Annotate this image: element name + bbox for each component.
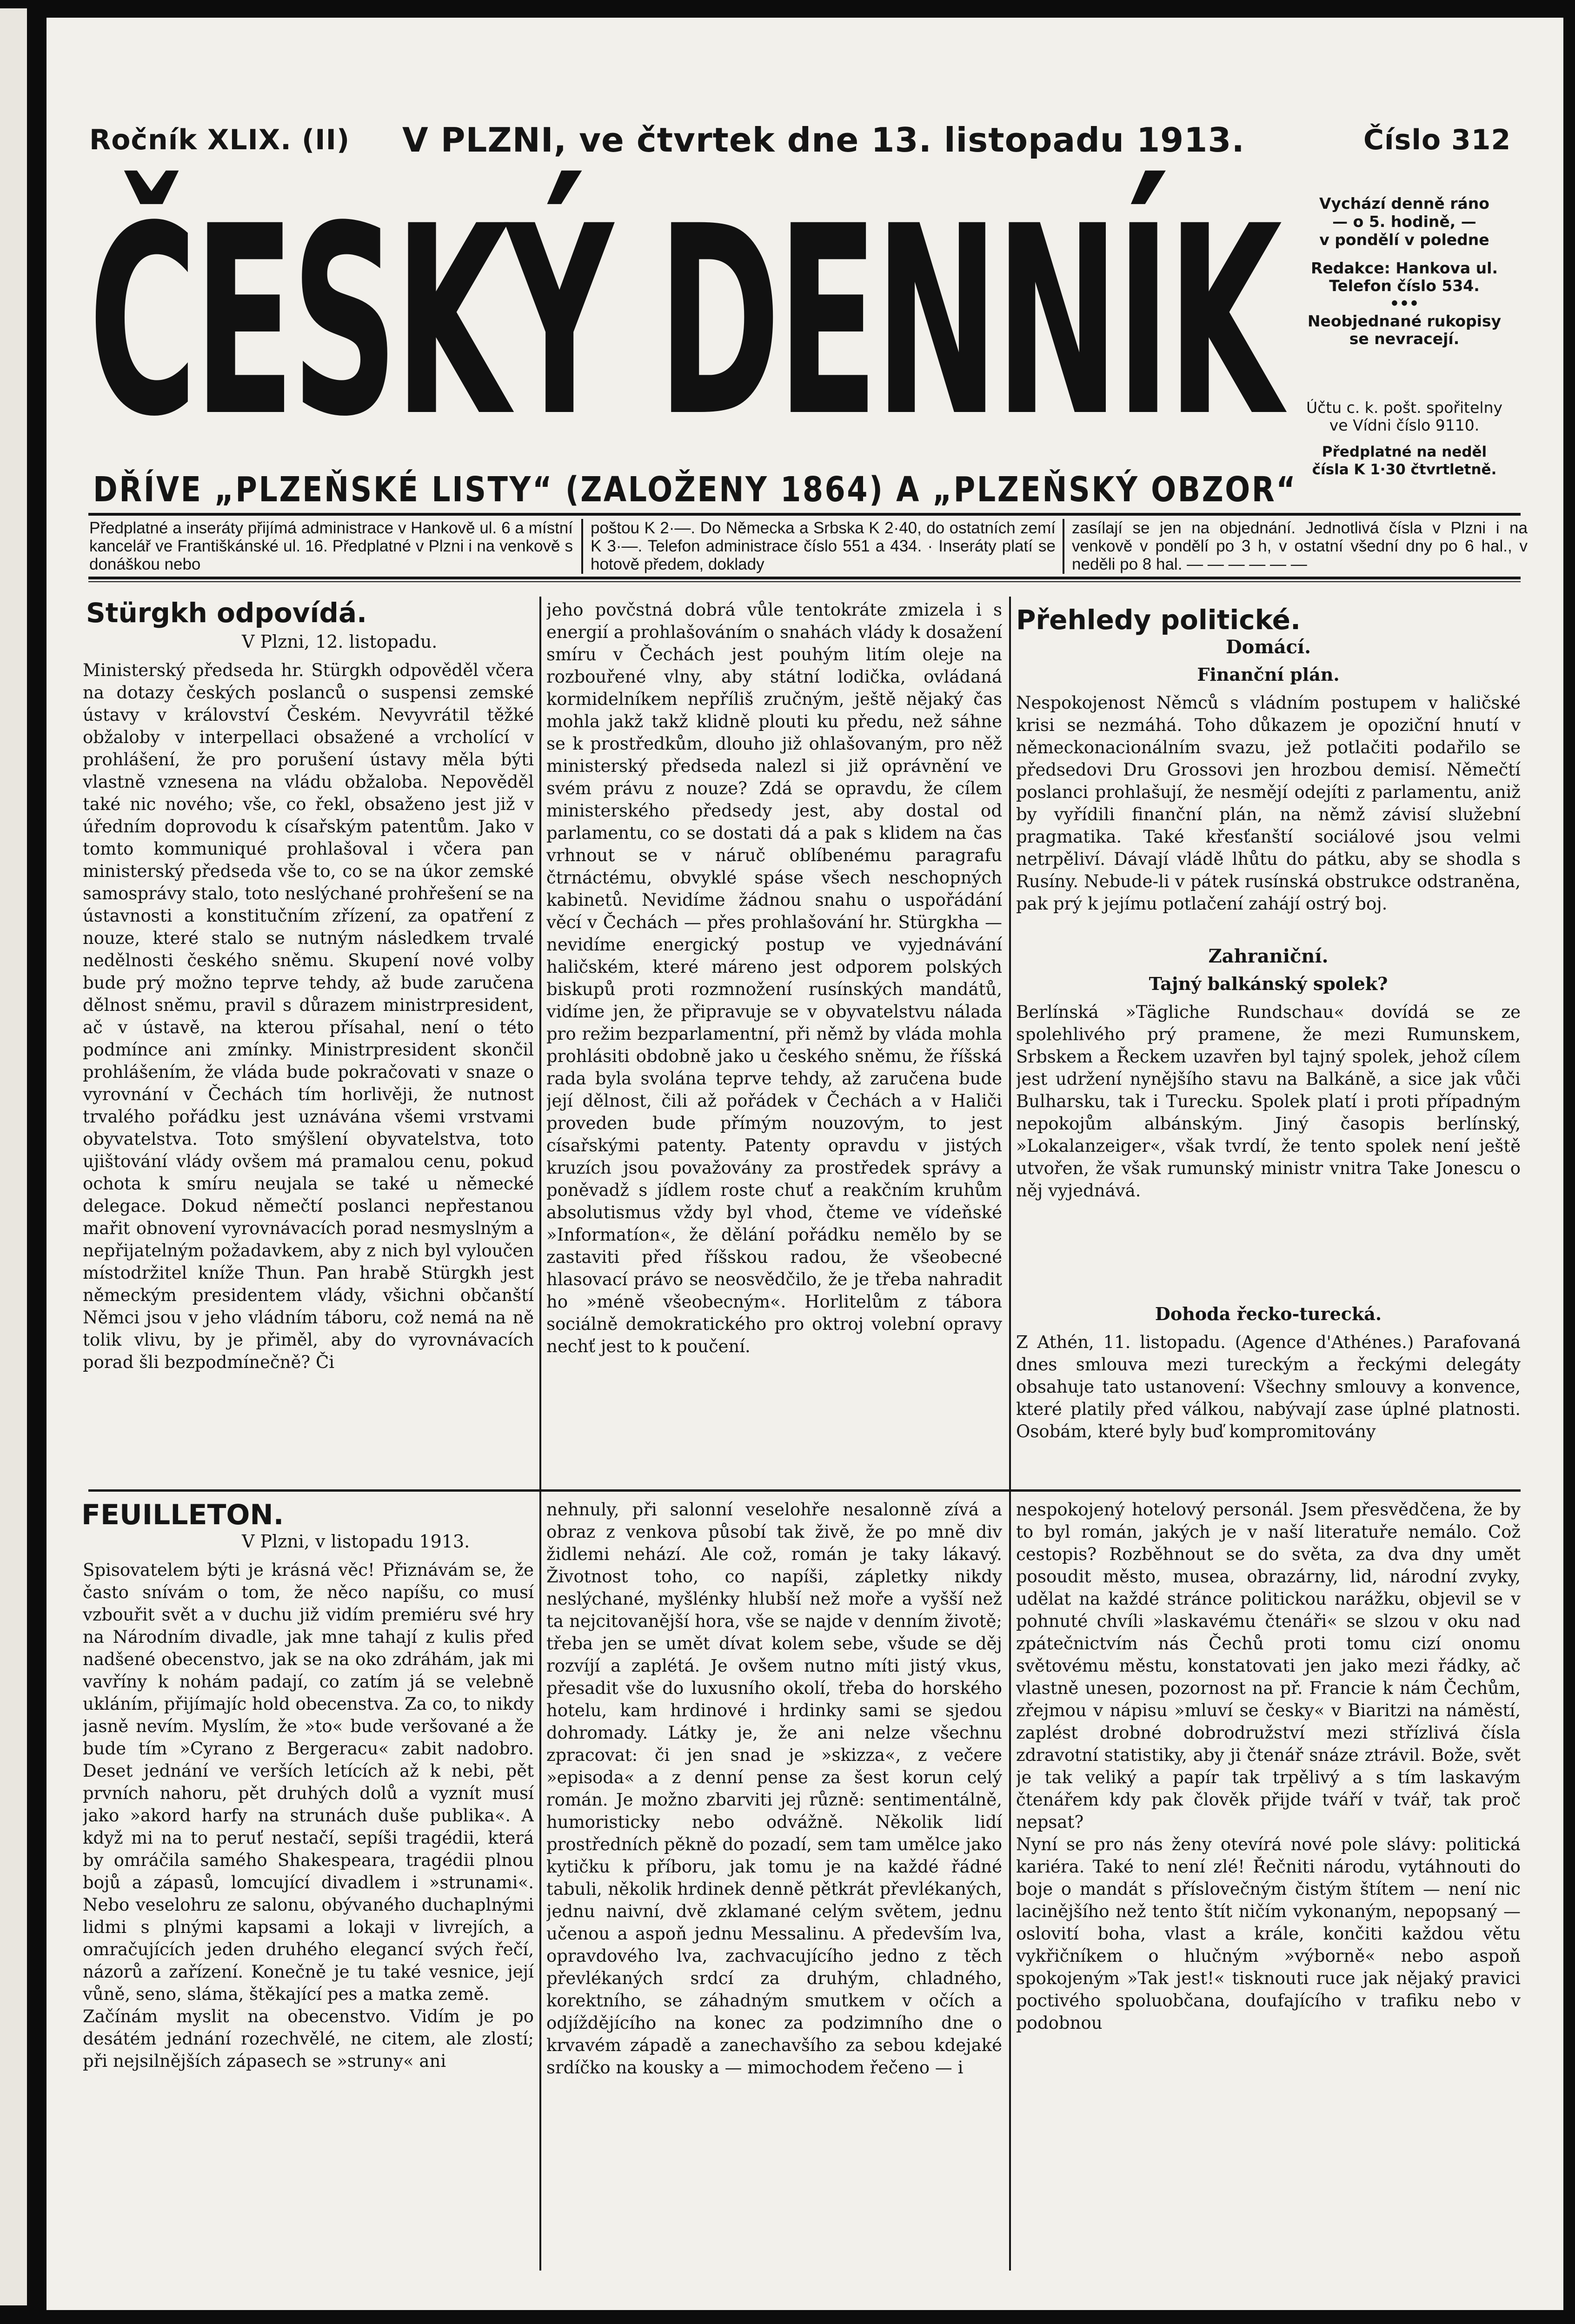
article-heading: Stürgkh odpovídá. [86, 597, 367, 629]
publishing-info: Vychází denně ráno — o 5. hodině, — v pondělí v poledne [1319, 194, 1489, 249]
postal-notice: poštou K 2·—. Do Německa a Srbska K 2·40, do ostatních zemí K 3·—. Telefon administrace číslo 551 a 434. · Inseráty platí se hotově předem, doklady [591, 519, 1056, 573]
article-column-2: jeho povčstná dobrá vůle tentokráte zmizela i s energií a prohlašováním o snahách vlády k dosažení smíru v Čechách jest pouhým litím oleje na rozbouřené vlny, aby státní lodička, ovládaná kormidelníkem nepříliš zručným, ještě nějaký čas mohla jakž takž klidně plouti ku předu, než sáhne se k prostředkům, dlouho již ohlašovaným, pro něž ministerský předseda nalezl si již oprávnění ve svém právu z nouze? Zdá se opravdu, že cílem ministerského předsedy jest, aby dostal od parlamentu, co se dostati dá a pak s klidem na čas vrhnout se v náruč oblíbenému paragrafu čtrnáctému, obvyklé spáse všech neschopných kabinetů. Nevidíme žádnou snahu o uspořádání věcí v Čechách — přes prohlašování hr. Stürgkha — nevidíme energický postup ve vyjednávání haličském, které máreno jest odporem polských biskupů proti rozmnožení rusínských mandátů, vidíme jen, že připravuje se v obyvatelstvu nálada pro režim bezparlamentní, při němž by vláda mohla prohlásiti obdobně jako u českého sněmu, že říšská rada byla svolána teprve tehdy, až zaručena bude její dělnost, čili až pořádek v Čechách a v Haliči proveden bude přímým nouzovým, to jest císařskými patenty. Patenty opravdu v jistých kruzích jsou považovány za prostředek správy a poněvadž s jídlem roste chuť a reakčním kruhům absolutismus vždy byl vhod, čteme ve vídeňské »Informatíon«, že dělání pořádku nemělo by se zastaviti před říšskou radou, že všeobecné hlasovací právo se neosvědčilo, že je třeba nahradit ho »méně všeobecným«. Horlitelům z tábora sociálně demokratického pro oktroj volební opravy nechť jest to k poučení. [546, 600, 1002, 1356]
finance-label: Finanční plán. [1197, 664, 1340, 685]
article-column-1: Ministerský předseda hr. Stürgkh odpověděl včera na dotazy českých poslanců o suspensi zemské ústavy v království Českém. Nevyvrátil těžké obžaloby v interpellaci obsažené a vrcholící v prohlášení, že pro porušení ústavy měla býti vlastně vznesena na vládu obžaloba. Nepověděl také nic nového; vše, co řekl, obsaženo jest již v úředním doprovodu k císařským patentům. Jako v tomto kommuniqué prohlašoval i včera pan ministerský předseda vše to, co se na úkor zemské samosprávy stalo, toto neslýchané prohřešení se na ústavnosti a konstitučním zřízení, za opatření z nouze, které stalo se nutným následkem trvalé nedělnosti českého sněmu. Skupení nové volby bude prý možno teprve tehdy, až bude zaručena dělnost sněmu, pravil s důrazem ministrpresident, ač v ústavě, na kterou přísahal, není o této podmínce ani zmínky. Ministrpresident skončil prohlášením, že vláda bude pokračovati v snaze o vyrovnání v Čechách tím horlivěji, že nutnost trvalého pořádku jest uznávána všemi vrstvami obyvatelstva. Toto smýšlení obyvatelstva, toto ujištování vlády ovšem má pramalou cenu, pokud ochota k smíru neujala se také u německé delegace. Dokud němečtí poslanci nepřestanou mařit obnovení vyrovnávacích porad nesmyslným a nepřijatelným požadavkem, aby z nich byl vyloučen místodržitel kníže Thun. Pan hrabě Stürgkh jest německým presidentem vlády, všichni občanští Němci jsou v jeho vládním táboru, což nemá na ně tolik vlivu, by je přiměl, aby do vyrovnávacích porad šli bezpodmínečně? Či [83, 660, 534, 1372]
greek-label: Dohoda řecko-turecká. [1155, 1303, 1382, 1324]
feuilleton-column-1: Spisovatelem býti je krásná věc! Přiznávám se, že často snívám o tom, že něco napíšu, co musí vzbouřit svět a v duchu již vidím premiéru své hry na Národním divadle, jak mne tahají z kulis před nadšené obecenstvo, jak se na oko zdráhám, jak mi vavříny k nohám padají, co zatím já se velebně ukláním, přijímajíc hold obecenstva. Za co, to nikdy jasně nevím. Myslím, že »to« bude veršované a že bude tím »Cyrano z Bergeracu« zabit nadobro. Deset jednání ve verších letících až k nebi, pět prvních nahoru, pět druhých dolů a vyznít musí jako »akord harfy na strunách duše publika«. A když mi na to peruť nestačí, sepíši tragédii, která by omráčila samého Shakespeara, tragédii plnou bojů a zápasů, lomcující divadlem i »strunami«. Nebo veselohru ze salonu, obývaného duchaplnými lidmi s plnými kapsami a lokaji v livrejích, a omračujících jeden druhého elegancí svých řečí, názorů a zařízení. Konečně je tu také vesnice, její vůně, seno, sláma, štěkající pes a matka země. Začínám myslit na obecenstvo. Vidím je po desátém jednání rozechvělé, ne citem, ale zlostí; při nejsilnějších zápasech se »struny« ani [83, 1560, 534, 2071]
balkan-label: Tajný balkánský spolek? [1149, 973, 1388, 994]
single-copy-notice: zasílají se jen na objednání. Jednotlivá čísla v Plzni i na venkově v pondělí po 3 h, v ostatní všední dny po 6 hal., v neděli po 8 hal. — — — — — — [1072, 519, 1528, 573]
feuilleton-dateline: V Plzni, v listopadu 1913. [242, 1531, 470, 1552]
notice-divider [581, 519, 583, 574]
adjacent-page-edge [0, 8, 27, 2305]
newspaper-subtitle: DŘÍVE „PLZEŇSKÉ LISTY“ (ZALOŽENY 1864) A „PLZEŇSKÝ OBZOR“ [93, 470, 1297, 510]
subscription-notice: Předplatné a inseráty přijímá administrace v Hankově ul. 6 a místní kancelář ve Františkánské ul. 16. Předplatné v Plzni i na venkově s donáškou nebo [89, 519, 573, 573]
newspaper-title: ČESKÝ DENNÍK [88, 171, 1279, 474]
feuilleton-heading: FEUILLETON. [81, 1499, 284, 1531]
finance-text: Nespokojenost Němců s vládním postupem v haličské krisi se nezmáhá. Toho důkazem je opoziční hnutí v německonacionálním svazu, jež potlačiti podařilo se předsedovi Dru Grossovi jen hrozbou demisí. Němečtí poslanci prohlašují, že nesmějí odejíti z parlamentu, aniž by vyřídili finanční plán, na němž závisí služební pragmatika. Také křesťanští sociálové jsou velmi netrpěliví. Dávají vládě lhůtu do pátku, aby se shodla s Rusíny. Nebude-li v pátek rusínská obstrukce odstraněna, pak prý k jejímu potlačení zahájí ostrý boj. [1016, 693, 1521, 914]
politics-heading: Přehledy politické. [1016, 604, 1301, 636]
feuilleton-rule [88, 1489, 1521, 1492]
foreign-label: Zahraniční. [1208, 945, 1329, 967]
feuilleton-column-2: nehnuly, při salonní veselohře nesalonně zívá a obraz z venkova působí tak živě, že po mně div židlemi nehází. Ale což, román je taky lákavý. Životnost toho, co napíši, zápletky nikdy neslýchané, myšlénky hlubší než moře a vyšší než ta nejcitovanější hora, vše se najde v denním životě; třeba jen se umět dívat kolem sebe, všude se děj rozvíjí a zaplétá. Je ovšem nutno míti jistý vkus, přesadit vše do luxusního okolí, třeba do horského hotelu, kam hrdinové i hrdinky sami se sjedou dohromady. Látky je, že ani nelze všechnu zpracovat: či jen snad je »skizza«, z večere »episoda« a z denní pense za šest korun celý román. Je možno zbarviti jej různě: sentimentálně, humoristicky nebo odvážně. Několik lidí prostředních pěkně do pozadí, sem tam umělce jako kytičku k příboru, jak tomu je na každé řádné tabuli, několik hrdinek denně pětkrát převlékaných, jednu naivní, dvě zklamané celým světem, jednu učenou a aspoň jednu Messalinu. A především lva, opravdového lva, zachvacujícího jedno z těch převlékaných srdcí za druhým, chladného, korektního, se záhadným smutkem v očích a odjíždějícího na konec za podzimního dne o krvavém západě a zanechavšího za sebou kdejaké srdíčko na kousky a — mimochodem řečeno — i [546, 1500, 1002, 2078]
volume-label: Ročník XLIX. (II) [89, 124, 350, 156]
notice-divider [1063, 519, 1064, 574]
sunday-subscription-info: Předplatné na neděl čísla K 1·30 čtvrtletně. [1312, 444, 1497, 478]
domestic-label: Domácí. [1225, 636, 1311, 658]
article-dateline: V Plzni, 12. listopadu. [242, 631, 438, 652]
editorial-info: Redakce: Hankova ul. Telefon číslo 534. ••• Neobjednané rukopisy se nevracejí. [1307, 259, 1502, 348]
newspaper-page [47, 18, 1563, 2310]
column-divider [539, 597, 541, 2271]
notice-rule-thin [88, 581, 1521, 582]
masthead-rule [88, 513, 1521, 516]
feuilleton-column-3: nespokojený hotelový personál. Jsem přesvědčena, že by to byl román, jakých je v naší literatuře nemálo. Což cestopis? Rozběhnout se do světa, za dva dny umět posoudit město, musea, obrazárny, lid, národní zvyky, udělat na každé stránce politickou narážku, objevil se v pohnuté chvíli »laskavému čtenáři« se slzou v oku nad zpátečnictvím nás Čechů proti tomu cizí onomu světovému městu, konstatovati jen jako mezi řádky, ač vlastně unesen, pozornost na př. Francie k nám Čechům, zřejmou v nápisu »mluví se česky« v Biaritzi na náměstí, zaplést drobné dobrodružství mezi střízlivá čísla zdravotní statistiky, aby ji čtenář snáze ztrávil. Bože, svět je tak veliký a papír tak trpělivý a s tím laskavým čtenářem kdy pak člověk přijde tváří v tvář, tak proč nepsat? Nyní se pro nás ženy otevírá nové pole slávy: politická kariéra. Také to není zlé! Řečniti národu, vytáhnouti do boje o mandát s příslovečným čistým štítem — není nic lacinějšího než tento štít ničím vykonaným, nepopsaný — oslovití boha, vlast a krále, končiti každou větu vykřičníkem o hlučným »výborně« nebo aspoň spokojeným »Tak jest!« tisknouti ruce jak nějaký pravici poctivého spoluobčana, doufajícího v trafiku nebo v podobnou [1016, 1500, 1521, 2033]
column-divider [1009, 597, 1011, 2271]
account-info: Účtu c. k. pošt. spořitelny ve Vídni číslo 9110. [1306, 399, 1503, 434]
greek-text: Z Athén, 11. listopadu. (Agence d'Athénes.) Parafovaná dnes smlouva mezi tureckým a řeckými delegáty obsahuje tato ustanovení: Všechny smlouvy a konvence, které platily před válkou, nabývají zase úplné platnosti. Osobám, které byly buď kompromitovány [1016, 1332, 1521, 1441]
date-line: V PLZNI, ve čtvrtek dne 13. listopadu 1913. [402, 120, 1245, 159]
notice-rule [88, 577, 1521, 579]
issue-number: Číslo 312 [1363, 124, 1511, 156]
balkan-text: Berlínská »Tägliche Rundschau« dovídá se ze spolehlivého prý pramene, že mezi Rumunskem, Srbskem a Řeckem uzavřen byl tajný spolek, jehož cílem jest udržení nynějšího stavu na Balkáně, a sice jak vůči Bulharsku, tak i Turecku. Spolek platí i proti případným nepokojům albánským. Jiný časopis berlínský, »Lokalanzeiger«, však tvrdí, že tento spolek není ještě utvořen, že však rumunský ministr vnitra Take Jonescu o něj vyjednává. [1016, 1002, 1521, 1201]
